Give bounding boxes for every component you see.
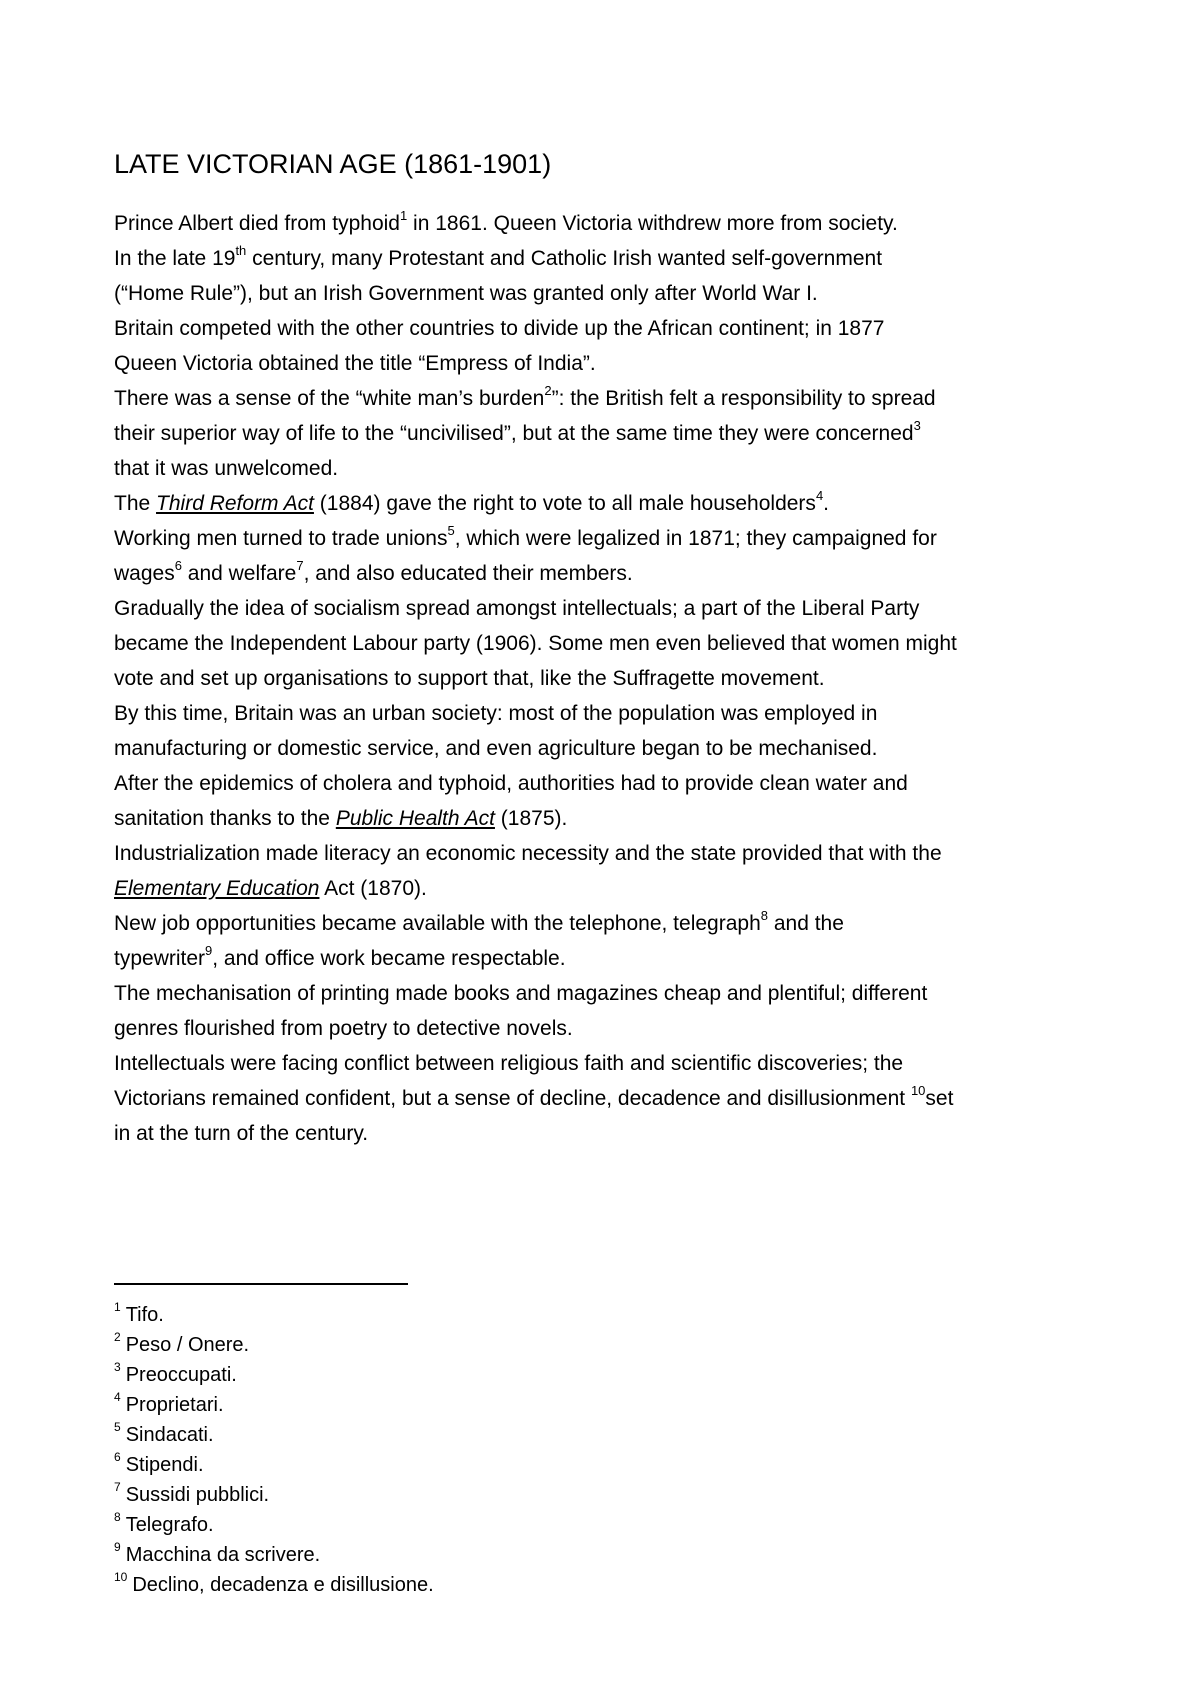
body-line bbox=[114, 696, 1114, 731]
body-line bbox=[114, 766, 1114, 801]
body-line bbox=[114, 241, 1114, 276]
footnote-text: Sussidi pubblici. bbox=[125, 1484, 270, 1506]
footnote-ref: 4 bbox=[815, 488, 824, 503]
act-title: Third Reform Act bbox=[156, 492, 314, 515]
text-run: Victorians remained confident, but a sense of decline, decadence and disillusionment bbox=[114, 1087, 911, 1110]
text-run: century, many Protestant and Catholic Irish wanted self-government bbox=[246, 247, 883, 270]
body-line bbox=[114, 1116, 1114, 1151]
text-run: Prince Albert died from typhoid bbox=[114, 212, 400, 235]
body-line bbox=[114, 381, 1114, 416]
footnote-number: 7 bbox=[114, 1480, 121, 1495]
body-line bbox=[114, 346, 1114, 381]
text-run: that it was unwelcomed. bbox=[114, 457, 339, 480]
text-run: and the bbox=[768, 912, 844, 935]
document-title: LATE VICTORIAN AGE (1861-1901) bbox=[114, 149, 552, 179]
footnote-item bbox=[114, 1540, 434, 1570]
footnote-ref: 3 bbox=[913, 418, 921, 433]
body-line bbox=[114, 1046, 1114, 1081]
text-run: typewriter bbox=[114, 947, 206, 970]
body-line bbox=[114, 801, 1114, 836]
footnote-text: Telegrafo. bbox=[125, 1514, 214, 1536]
body-line bbox=[114, 416, 1114, 451]
footnote-number: 4 bbox=[114, 1390, 121, 1405]
footnote-ref: 2 bbox=[544, 383, 552, 398]
footnote-ref: th bbox=[235, 243, 247, 258]
text-run: , which were legalized in 1871; they campaigned for bbox=[454, 527, 937, 550]
text-run: , and office work became respectable. bbox=[212, 947, 566, 970]
footnote-text: Peso / Onere. bbox=[125, 1334, 250, 1356]
body-line bbox=[114, 451, 1114, 486]
text-run: genres flourished from poetry to detective novels. bbox=[114, 1017, 573, 1040]
text-run: manufacturing or domestic service, and even agriculture began to be mechanised. bbox=[114, 737, 878, 760]
text-run: After the epidemics of cholera and typhoid, authorities had to provide clean water and bbox=[114, 772, 908, 795]
footnote-number: 6 bbox=[114, 1450, 121, 1465]
text-run: The bbox=[114, 492, 157, 515]
footnote-text: Sindacati. bbox=[125, 1424, 214, 1446]
footnote-text: Declino, decadenza e disillusione. bbox=[132, 1574, 434, 1596]
footnote-text: Macchina da scrivere. bbox=[125, 1544, 321, 1566]
footnote-separator bbox=[114, 1283, 408, 1285]
footnote-number: 8 bbox=[114, 1510, 121, 1525]
text-run: By this time, Britain was an urban society: most of the population was employed in bbox=[114, 702, 878, 725]
text-run: Queen Victoria obtained the title “Empress of India”. bbox=[114, 352, 596, 375]
footnote-item bbox=[114, 1300, 434, 1330]
text-run: (1875). bbox=[494, 807, 568, 830]
text-run: In the late 19 bbox=[114, 247, 236, 270]
text-run: (“Home Rule”), but an Irish Government was granted only after World War I. bbox=[114, 282, 818, 305]
body-line bbox=[114, 731, 1114, 766]
body-line bbox=[114, 626, 1114, 661]
footnote-item bbox=[114, 1570, 434, 1600]
text-run: Gradually the idea of socialism spread amongst intellectuals; a part of the Liberal Party bbox=[114, 597, 920, 620]
body-line bbox=[114, 976, 1114, 1011]
act-title: Elementary Education bbox=[114, 877, 320, 900]
footnote-ref: 1 bbox=[399, 208, 408, 223]
text-run: There was a sense of the “white man’s burden bbox=[114, 387, 545, 410]
footnote-text: Stipendi. bbox=[125, 1454, 204, 1476]
text-run: became the Independent Labour party (1906). Some men even believed that women might bbox=[114, 632, 957, 655]
footnote-ref: 9 bbox=[205, 943, 213, 958]
text-run: vote and set up organisations to support that, like the Suffragette movement. bbox=[114, 667, 825, 690]
footnote-item bbox=[114, 1510, 434, 1540]
text-run: Britain competed with the other countries to divide up the African continent; in 1877 bbox=[114, 317, 885, 340]
footnote-text: Preoccupati. bbox=[125, 1364, 237, 1386]
text-run: ”: the British felt a responsibility to spread bbox=[551, 387, 936, 410]
text-run: Act (1870). bbox=[319, 877, 427, 900]
body-line bbox=[114, 521, 1114, 556]
body-line bbox=[114, 661, 1114, 696]
body-line bbox=[114, 276, 1114, 311]
body-text bbox=[114, 206, 1114, 1151]
footnote-item bbox=[114, 1480, 434, 1510]
body-line bbox=[114, 871, 1114, 906]
footnote-ref: 6 bbox=[174, 558, 182, 573]
text-run: The mechanisation of printing made books and magazines cheap and plentiful; different bbox=[114, 982, 928, 1005]
footnote-item bbox=[114, 1330, 434, 1360]
footnote-number: 10 bbox=[114, 1570, 128, 1585]
footnote-ref: 5 bbox=[447, 523, 455, 538]
act-title: Public Health Act bbox=[335, 807, 495, 830]
body-line bbox=[114, 836, 1114, 871]
text-run: Working men turned to trade unions bbox=[114, 527, 448, 550]
footnote-item bbox=[114, 1450, 434, 1480]
text-run: , and also educated their members. bbox=[303, 562, 633, 585]
text-run: their superior way of life to the “uncivilised”, but at the same time they were concerned bbox=[114, 422, 914, 445]
body-line bbox=[114, 486, 1114, 521]
footnote-item bbox=[114, 1420, 434, 1450]
footnote-number: 5 bbox=[114, 1420, 121, 1435]
body-line bbox=[114, 591, 1114, 626]
footnote-number: 1 bbox=[114, 1300, 121, 1315]
body-line bbox=[114, 556, 1114, 591]
text-run: wages bbox=[114, 562, 175, 585]
footnote-ref: 8 bbox=[760, 908, 768, 923]
footnote-text: Proprietari. bbox=[125, 1394, 224, 1416]
footnote-ref: 10 bbox=[910, 1083, 926, 1098]
body-line bbox=[114, 941, 1114, 976]
footnote-number: 3 bbox=[114, 1360, 121, 1375]
body-line bbox=[114, 906, 1114, 941]
footnotes bbox=[114, 1300, 434, 1600]
body-line bbox=[114, 1011, 1114, 1046]
text-run: Intellectuals were facing conflict between religious faith and scientific discoveries; the bbox=[114, 1052, 904, 1075]
text-run: in at the turn of the century. bbox=[114, 1122, 369, 1145]
text-run: . bbox=[823, 492, 830, 515]
footnote-number: 9 bbox=[114, 1540, 121, 1555]
body-line bbox=[114, 311, 1114, 346]
text-run: set bbox=[925, 1087, 954, 1110]
text-run: in 1861. Queen Victoria withdrew more from society. bbox=[407, 212, 898, 235]
footnote-item bbox=[114, 1390, 434, 1420]
body-line bbox=[114, 1081, 1114, 1116]
text-run: Industrialization made literacy an economic necessity and the state provided that with the bbox=[114, 842, 942, 865]
footnote-text: Tifo. bbox=[125, 1304, 164, 1326]
footnote-ref: 7 bbox=[296, 558, 304, 573]
text-run: New job opportunities became available with the telephone, telegraph bbox=[114, 912, 761, 935]
text-run: and welfare bbox=[181, 562, 297, 585]
text-run: (1884) gave the right to vote to all male householders bbox=[313, 492, 816, 515]
body-line bbox=[114, 206, 1114, 241]
footnote-number: 2 bbox=[114, 1330, 121, 1345]
footnote-item bbox=[114, 1360, 434, 1390]
text-run: sanitation thanks to the bbox=[114, 807, 336, 830]
